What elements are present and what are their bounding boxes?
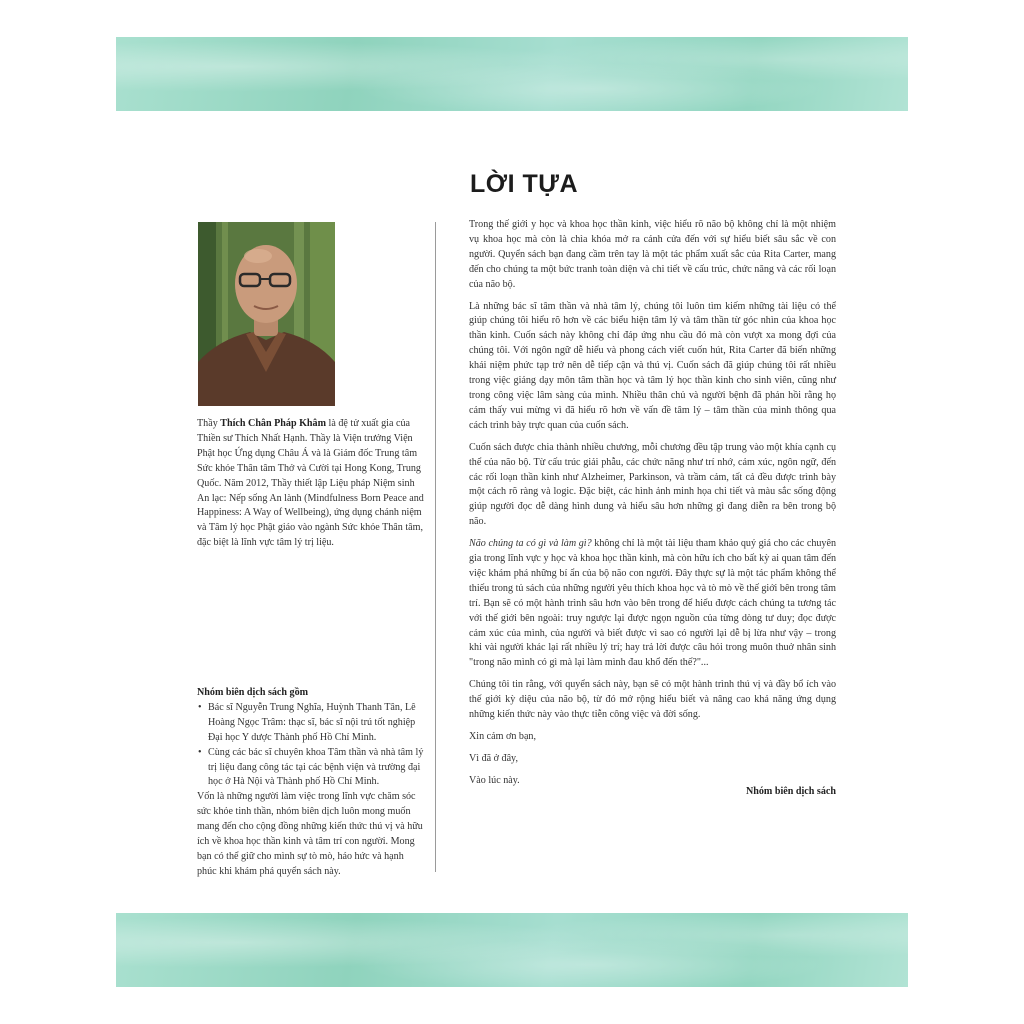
paragraph bbox=[469, 537, 836, 671]
decorative-bottom-band bbox=[116, 913, 908, 987]
bio-text: là đệ tử xuất gia của Thiền sư Thích Nhất Hạnh. Thầy là Viện trưởng Viện Phật học Ứng dụng Châu Á và là Giám đốc Trung tâm Sức khỏe Thân tâm Thở và Cười tại Hong Kong, Trung Quốc. Năm 2012, Thầy thiết lập Liệu pháp Niệm sinh An lạc: Nếp sống An lành (Mindfulness Born Peace and Happiness: A Way of Wellbeing), ứng dụng chánh niệm và Tâm lý học Phật giáo vào ngành Sức khỏe Thân tâm, đặc biệt là lĩnh vực tâm lý trị liệu. bbox=[197, 418, 424, 549]
signature: Nhóm biên dịch sách bbox=[745, 786, 836, 797]
list-item: • Bác sĩ Nguyễn Trung Nghĩa, Huỳnh Thanh Tân, Lê Hoàng Ngọc Trâm: thạc sĩ, bác sĩ nội trú tốt nghiệp Đại học Y dược Thành phố Hồ Chí Minh. bbox=[197, 701, 425, 746]
translation-team bbox=[197, 686, 425, 880]
bio-name: Thích Chân Pháp Khâm bbox=[220, 418, 327, 429]
column-divider bbox=[435, 222, 436, 872]
monk-portrait-icon bbox=[198, 222, 335, 406]
preface-body bbox=[469, 218, 836, 796]
team-list bbox=[197, 701, 425, 790]
bio-prefix: Thầy bbox=[197, 418, 221, 429]
paragraph: Là những bác sĩ tâm thần và nhà tâm lý, chúng tôi luôn tìm kiếm những tài liệu có thể giúp chúng tôi hiểu rõ hơn về các biểu hiện tâm lý và tâm thần từ góc nhìn của khoa học thần kinh. Cuốn sách này không chỉ đáp ứng nhu cầu đó mà còn vượt xa mong đợi của chúng tôi. Với ngôn ngữ dễ hiểu và phong cách viết cuốn hút, Rita Carter đã biến những khái niệm phức tạp trở nên dễ tiếp cận và thú vị. Cuốn sách đã giúp chúng tôi rất nhiều trong việc giảng dạy môn tâm thần học và tâm lý học thần kinh cho sinh viên, cũng như trong công việc lâm sàng của mình. Nhiều thân chủ và người bệnh đã phản hồi rằng họ cảm thấy vui mừng vì đã hiểu rõ hơn về vấn đề tâm lý – tâm thần của mình thông qua cách trình bày trực quan của cuốn sách. bbox=[469, 300, 836, 431]
paragraph: Chúng tôi tin rằng, với quyển sách này, bạn sẽ có một hành trình thú vị và đầy bổ ích vào thế giới kỳ diệu của não bộ, từ đó mở rộng hiểu biết và nâng cao khả năng ứng dụng những kiến thức này vào thực tiễn công việc và đời sống. bbox=[469, 679, 836, 721]
book-title-italic: Não chúng ta có gì và làm gì? bbox=[469, 538, 592, 550]
decorative-top-band bbox=[116, 37, 908, 111]
closing-line: Vào lúc này. bbox=[469, 774, 520, 786]
team-closing: Vốn là những người làm việc trong lĩnh vực chăm sóc sức khỏe tinh thần, nhóm biên dịch luôn mong muốn mang đến cho cộng đồng những kiến thức thú vị và hữu ích về khoa học thần kinh và tâm trí con người. Mong bạn có thể giữ cho mình sự tò mò, háo hức và hạnh phúc khi khám phá quyển sách này. bbox=[197, 791, 423, 877]
paragraph-text: không chỉ là một tài liệu tham khảo quý giá cho các chuyên gia trong lĩnh vực y học và khoa học thần kinh, mà còn hữu ích cho bất kỳ ai quan tâm đến việc khám phá những bí ẩn của bộ não con người. Đây thực sự là một tác phẩm không thể thiếu trong tủ sách của những người yêu thích khoa học và tò mò về thế giới bên trong tâm trí. Bạn sẽ có một hành trình sâu hơn vào bên trong để hiểu được cách chúng ta tương tác với thế giới bên ngoài: truy ngược lại được ngọn nguồn của từng dòng tư duy; đọc được cảm xúc của mình, của người và biết được vì sao có người lại dễ bị lừa như vậy – trong khi vài người khác lại rất nhiều lý trí; hay trả lời được câu hỏi trong muôn thuở nhân sinh "trong não mình có gì mà lại làm mình đau khổ đến thế?"... bbox=[469, 538, 837, 669]
paragraph: Cuốn sách được chia thành nhiều chương, mỗi chương đều tập trung vào một khía cạnh cụ thể của não bộ. Từ cấu trúc giải phẫu, các chức năng như trí nhớ, cảm xúc, ngôn ngữ, đến các rối loạn thần kinh như Alzheimer, Parkinson, và trầm cảm, tất cả đều được trình bày một cách rõ ràng và logic. Đặc biệt, các hình ảnh minh họa chi tiết và màu sắc sống động giúp người đọc dễ dàng hình dung và hiểu sâu hơn những gì đang diễn ra bên trong bộ não. bbox=[469, 441, 836, 528]
page-title: LỜI TỰA bbox=[470, 170, 579, 198]
list-item: • Cùng các bác sĩ chuyên khoa Tâm thần và nhà tâm lý trị liệu đang công tác tại các bệnh viện và trường đại học ở Hà Nội và Thành phố Hồ Chí Minh. bbox=[197, 746, 425, 791]
closing-line: Vì đã ở đây, bbox=[469, 752, 518, 764]
closing-line: Xin cảm ơn bạn, bbox=[469, 731, 537, 742]
team-heading: Nhóm biên dịch sách gồm bbox=[197, 687, 309, 698]
author-bio bbox=[197, 417, 425, 551]
paragraph: Trong thế giới y học và khoa học thần kinh, việc hiểu rõ não bộ không chỉ là một nhiệm vụ khoa học mà còn là chìa khóa mở ra cánh cửa đến với sự hiểu biết sâu sắc về con người. Quyển sách bạn đang cầm trên tay là một tác phẩm xuất sắc của Rita Carter, mang đến cho chúng ta một bức tranh toàn diện và chi tiết về cấu trúc, chức năng và các rối loạn của não bộ. bbox=[469, 219, 836, 290]
author-photo bbox=[198, 222, 335, 406]
